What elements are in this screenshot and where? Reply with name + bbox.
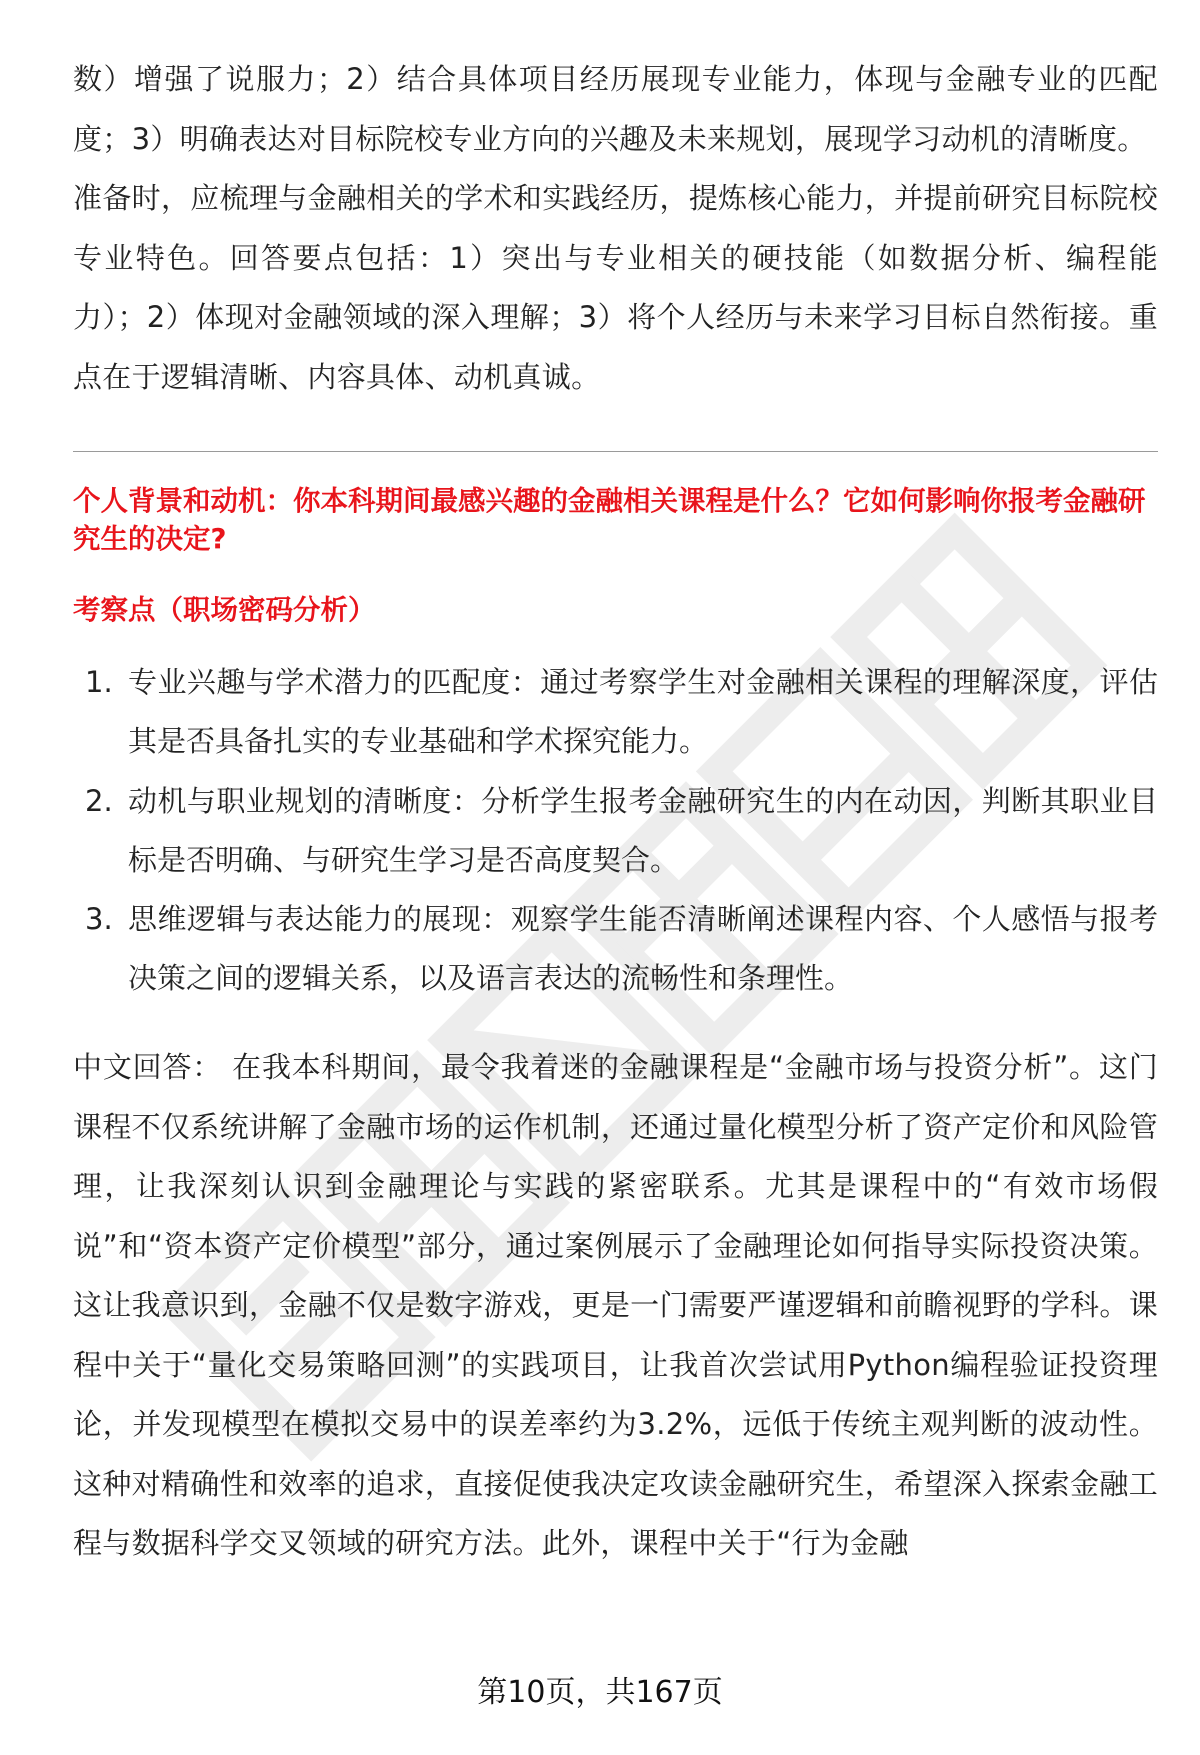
list-item-number: 3. (85, 902, 113, 936)
list-item-number: 1. (85, 665, 113, 699)
section-divider (73, 451, 1158, 452)
answer-paragraph: 中文回答： 在我本科期间，最令我着迷的金融课程是“金融市场与投资分析”。这门课程不仅系统讲解了金融市场的运作机制，还通过量化模型分析了资产定价和风险管理，让我深刻认识到金融理论与实践的紧密联系。尤其是课程中的“有效市场假说”和“资本资产定价模型”部分，通过案例展示了金融理论如何指导实际投资决策。这让我意识到，金融不仅是数字游戏，更是一门需要严谨逻辑和前瞻视野的学科。课程中关于“量化交易策略回测”的实践项目，让我首次尝试用Python编程验证投资理论，并发现模型在模拟交易中的误差率约为3.2%，远低于传统主观判断的波动性。这种对精确性和效率的追求，直接促使我决定攻读金融研究生，希望深入探索金融工程与数据科学交叉领域的研究方法。此外，课程中关于“行为金融 (73, 1050, 1158, 1560)
question-title: 个人背景和动机：你本科期间最感兴趣的金融相关课程是什么？它如何影响你报考金融研究生的决定? (73, 485, 1146, 555)
assessment-points-heading: 考察点（职场密码分析） (73, 594, 376, 626)
page-number-footer: 第10页，共167页 (477, 1675, 723, 1710)
list-item-text: 思维逻辑与表达能力的展现：观察学生能否清晰阐述课程内容、个人感悟与报考决策之间的逻辑关系，以及语言表达的流畅性和条理性。 (128, 902, 1158, 995)
list-item (73, 772, 1158, 890)
assessment-points-list (73, 653, 1158, 1008)
list-item (73, 653, 1158, 771)
preparation-paragraph: 准备时，应梳理与金融相关的学术和实践经历，提炼核心能力，并提前研究目标院校专业特色。回答要点包括：1）突出与专业相关的硬技能（如数据分析、编程能力）；2）体现对金融领域的深入理解；3）将个人经历与未来学习目标自然衔接。重点在于逻辑清晰、内容具体、动机真诚。 (73, 181, 1158, 394)
list-item (73, 890, 1158, 1008)
page-content (73, 50, 1158, 1574)
list-item-number: 2. (85, 783, 113, 818)
list-item-text: 专业兴趣与学术潜力的匹配度：通过考察学生对金融相关课程的理解深度，评估其是否具备扎实的专业基础和学术探究能力。 (128, 665, 1158, 758)
list-item-text: 动机与职业规划的清晰度：分析学生报考金融研究生的内在动因，判断其职业目标是否明确、与研究生学习是否高度契合。 (128, 783, 1158, 877)
intro-paragraph: 数）增强了说服力；2）结合具体项目经历展现专业能力，体现与金融专业的匹配度；3）明确表达对目标院校专业方向的兴趣及未来规划，展现学习动机的清晰度。 (73, 62, 1158, 156)
